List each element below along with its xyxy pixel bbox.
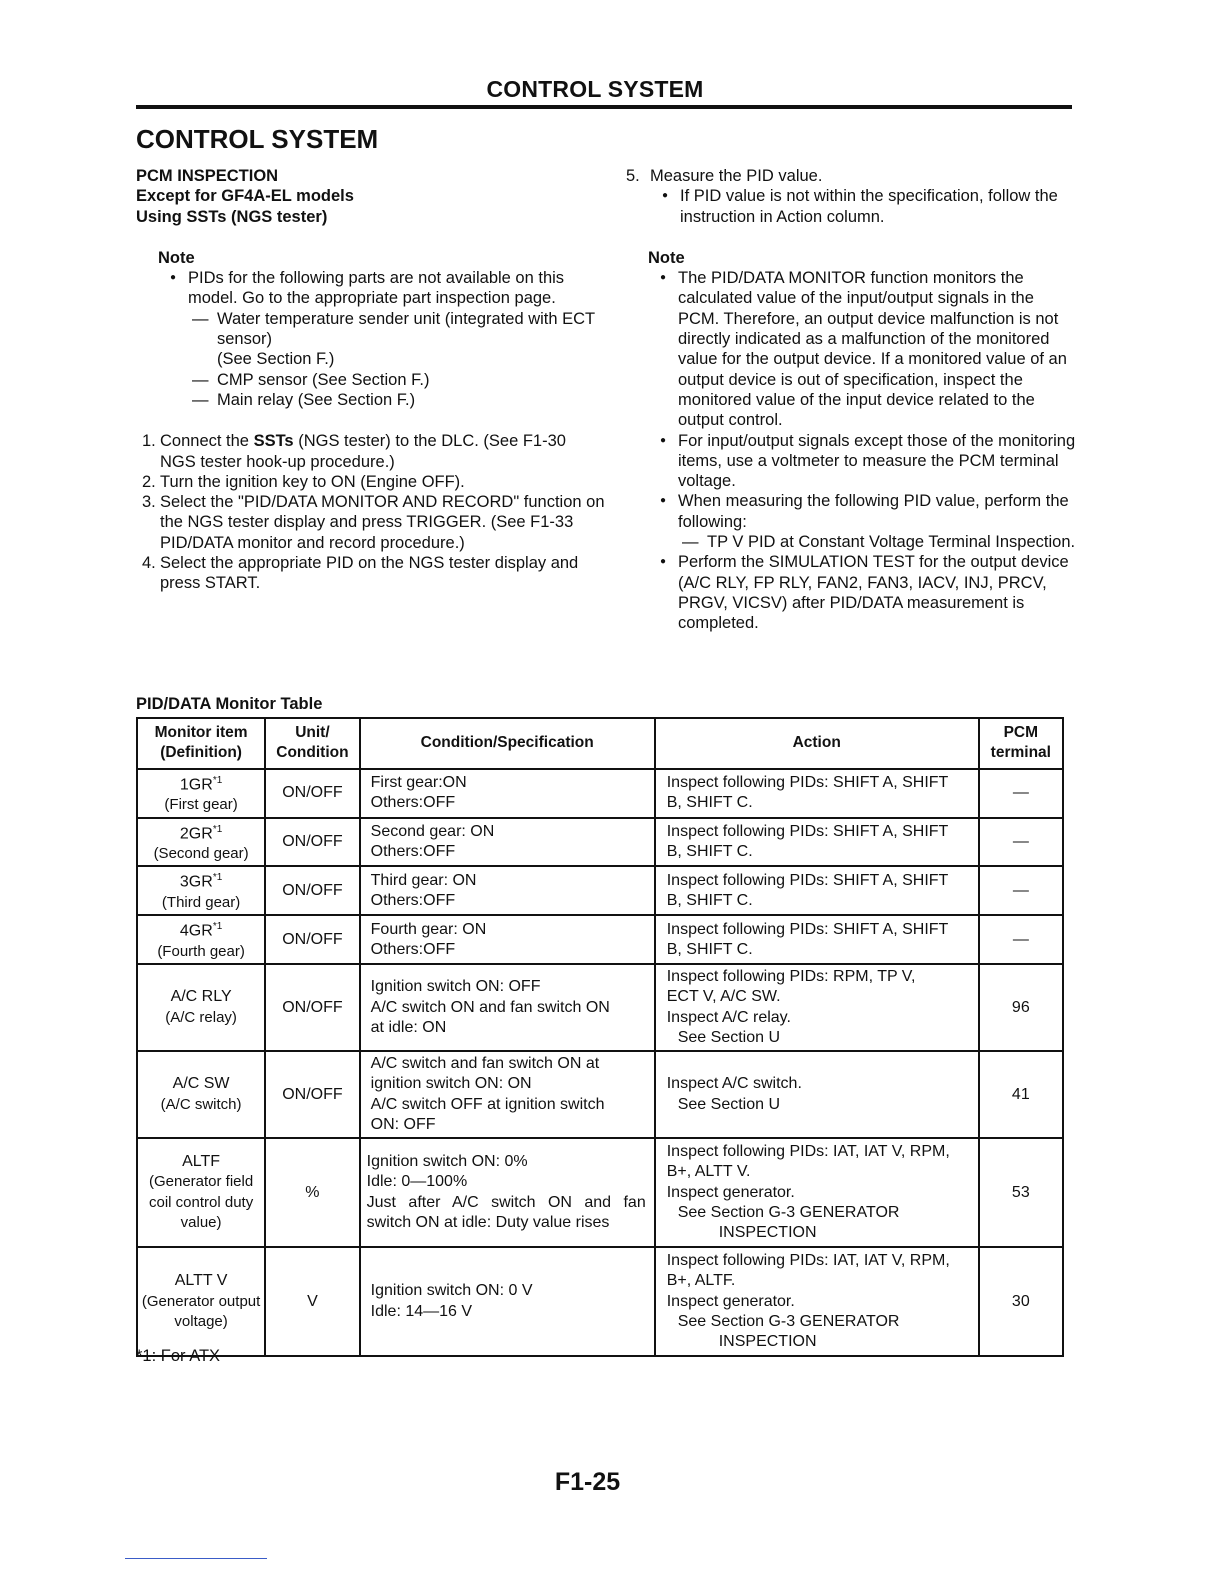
action-line: B+, ALTF. xyxy=(666,1272,736,1290)
monitor-item-label: ALTF xyxy=(182,1153,221,1171)
action-see-reference: INSPECTION xyxy=(718,1333,817,1351)
cell-monitor-item xyxy=(137,1247,265,1356)
note-dash-item: — TP V PID at Constant Voltage Terminal Inspection. xyxy=(678,532,1076,552)
cell-unit: ON/OFF xyxy=(265,1051,359,1138)
table-row xyxy=(137,1247,1063,1356)
note-dash-item: — CMP sensor (See Section F.) xyxy=(188,370,606,390)
table-caption: PID/DATA Monitor Table xyxy=(136,695,323,713)
footnote: *1: For ATX xyxy=(136,1347,221,1365)
cell-unit: ON/OFF xyxy=(265,818,359,867)
note-bullet: ● When measuring the following PID value, perform the following: — TP V PID at Constant Voltage Terminal Inspection. xyxy=(648,491,1076,552)
monitor-item-definition: (Third gear) xyxy=(161,894,241,912)
action-line: B, SHIFT C. xyxy=(666,940,753,958)
step-5: 5. Measure the PID value. ● If PID value is not within the specification, follow the instruction in Action column. xyxy=(626,166,1076,227)
step-4: 4. Select the appropriate PID on the NGS tester display and press START. xyxy=(142,554,579,593)
header-rule xyxy=(136,105,1072,109)
right-column xyxy=(626,166,1076,634)
cell-action xyxy=(655,915,979,964)
page-header-title: CONTROL SYSTEM xyxy=(486,76,704,102)
condition-line: Others:OFF xyxy=(370,794,456,812)
header-pcm-terminal: PCM terminal xyxy=(979,718,1063,769)
procedure-steps xyxy=(136,431,606,593)
monitor-item-name xyxy=(139,1271,263,1291)
monitor-item-definition: (A/C relay) xyxy=(165,1008,237,1026)
right-note-bullets xyxy=(648,268,1076,633)
cell-unit: ON/OFF xyxy=(265,915,359,964)
cell-monitor-item xyxy=(137,818,265,867)
monitor-item-name xyxy=(139,1152,263,1172)
monitor-item-name xyxy=(139,1074,263,1094)
cell-action xyxy=(655,1138,979,1247)
monitor-item-name xyxy=(139,868,263,893)
cell-condition xyxy=(360,866,655,915)
cell-pcm-terminal: — xyxy=(979,818,1063,867)
cell-unit: ON/OFF xyxy=(265,769,359,818)
table-body xyxy=(137,769,1063,1357)
monitor-item-label: ALTT V xyxy=(174,1272,228,1290)
monitor-item-definition: (Generator field coil control duty value) xyxy=(148,1173,254,1232)
action-line: Inspect generator. xyxy=(666,1292,795,1310)
cell-action xyxy=(655,1051,979,1138)
action-line: Inspect generator. xyxy=(666,1183,795,1201)
left-column xyxy=(136,166,606,594)
condition-line: at idle: ON xyxy=(370,1018,447,1036)
pid-monitor-table xyxy=(136,717,1064,1357)
cell-condition xyxy=(360,915,655,964)
cell-pcm-terminal: — xyxy=(979,769,1063,818)
cell-monitor-item xyxy=(137,915,265,964)
table-row xyxy=(137,866,1063,915)
condition-line: Third gear: ON xyxy=(370,871,477,889)
action-line: Inspect following PIDs: SHIFT A, SHIFT xyxy=(666,871,949,889)
monitor-item-label: A/C SW xyxy=(172,1075,230,1093)
action-line: Inspect following PIDs: RPM, TP V, xyxy=(666,968,916,986)
step-5-bullets xyxy=(650,186,1076,227)
cell-pcm-terminal: — xyxy=(979,866,1063,915)
note-label: Note xyxy=(158,248,195,267)
action-line: B, SHIFT C. xyxy=(666,842,753,860)
header-condition-spec: Condition/Specification xyxy=(360,718,655,769)
action-line: B+, ALTT V. xyxy=(666,1163,751,1181)
cell-condition xyxy=(360,964,655,1051)
left-note-block xyxy=(136,248,606,410)
action-line: Inspect A/C switch. xyxy=(666,1075,802,1093)
cell-monitor-item xyxy=(137,1138,265,1247)
condition-line: Second gear: ON xyxy=(370,822,495,840)
cell-pcm-terminal: 53 xyxy=(979,1138,1063,1247)
table-header-row xyxy=(137,718,1063,769)
cell-unit: ON/OFF xyxy=(265,964,359,1051)
monitor-item-name xyxy=(139,820,263,845)
heading-using-ssts: Using SSTs (NGS tester) xyxy=(136,207,328,226)
cell-action xyxy=(655,818,979,867)
cell-monitor-item xyxy=(137,964,265,1051)
section-title: CONTROL SYSTEM xyxy=(136,124,379,154)
monitor-item-definition: (First gear) xyxy=(164,796,238,814)
action-line: ECT V, A/C SW. xyxy=(666,988,781,1006)
step-5-bullet: ● If PID value is not within the specification, follow the instruction in Action column. xyxy=(650,186,1076,227)
monitor-item-label: A/C RLY xyxy=(170,988,232,1006)
note-dash-item: — Water temperature sender unit (integrated with ECT sensor) (See Section F.) xyxy=(188,309,606,370)
monitor-item-label: 1GR xyxy=(179,775,213,793)
cell-condition xyxy=(360,1138,655,1247)
monitor-item-label: 2GR xyxy=(179,824,213,842)
cell-monitor-item xyxy=(137,1051,265,1138)
heading-pcm-inspection: PCM INSPECTION xyxy=(136,167,279,185)
monitor-item-name xyxy=(139,987,263,1007)
condition-line: Idle: 14—16 V xyxy=(370,1302,473,1320)
table-row xyxy=(137,915,1063,964)
note-bullet: ● For input/output signals except those of the monitoring items, use a voltmeter to measure the PCM terminal voltage. xyxy=(648,431,1076,492)
monitor-item-name xyxy=(139,917,263,942)
step-3: 3. Select the "PID/DATA MONITOR AND RECORD" function on the NGS tester display and press TRIGGER. (See F1-33 PID/DATA monitor and record procedure.) xyxy=(142,493,605,552)
monitor-item-label: 3GR xyxy=(179,873,213,891)
step-2: 2. Turn the ignition key to ON (Engine OFF). xyxy=(142,472,465,491)
condition-line: ON: OFF xyxy=(370,1116,436,1134)
header-action: Action xyxy=(655,718,979,769)
cell-unit: % xyxy=(265,1138,359,1247)
monitor-item-definition: (A/C switch) xyxy=(160,1095,242,1113)
monitor-item-definition: (Fourth gear) xyxy=(157,942,245,960)
action-line: B, SHIFT C. xyxy=(666,794,753,812)
footnote-marker: *1 xyxy=(212,823,223,835)
note-bullet-list xyxy=(158,268,606,410)
action-see-reference: INSPECTION xyxy=(718,1224,817,1242)
cell-condition xyxy=(360,769,655,818)
condition-line: Ignition switch ON: 0% xyxy=(366,1153,528,1171)
action-line: B, SHIFT C. xyxy=(666,891,753,909)
action-line: Inspect A/C relay. xyxy=(666,1008,791,1026)
footnote-marker: *1 xyxy=(212,921,223,933)
table-row xyxy=(137,769,1063,818)
cell-pcm-terminal: 30 xyxy=(979,1247,1063,1356)
condition-line: Ignition switch ON: OFF xyxy=(370,978,541,996)
condition-line: Others:OFF xyxy=(370,842,456,860)
table-row xyxy=(137,1051,1063,1138)
bottom-link-line xyxy=(125,1558,267,1559)
condition-line: Fourth gear: ON xyxy=(370,920,487,938)
procedure-step-5 xyxy=(626,166,1076,227)
cell-monitor-item xyxy=(137,769,265,818)
heading-except-models: Except for GF4A-EL models xyxy=(136,187,354,206)
cell-condition xyxy=(360,818,655,867)
header-monitor-item: Monitor item (Definition) xyxy=(137,718,265,769)
right-note-block xyxy=(626,248,1076,634)
action-line: Inspect following PIDs: SHIFT A, SHIFT xyxy=(666,773,949,791)
condition-line: A/C switch and fan switch ON at xyxy=(370,1055,600,1073)
monitor-item-definition: (Second gear) xyxy=(153,845,249,863)
cell-condition xyxy=(360,1247,655,1356)
cell-pcm-terminal: 96 xyxy=(979,964,1063,1051)
monitor-item-label: 4GR xyxy=(179,922,213,940)
cell-pcm-terminal: 41 xyxy=(979,1051,1063,1138)
note-bullet: ● Perform the SIMULATION TEST for the output device (A/C RLY, FP RLY, FAN2, FAN3, IACV, INJ, PRCV, PRGV, VICSV) after PID/DATA measurement is completed. xyxy=(648,552,1076,633)
cell-unit: V xyxy=(265,1247,359,1356)
cell-unit: ON/OFF xyxy=(265,866,359,915)
note-dash-item: — Main relay (See Section F.) xyxy=(188,390,606,410)
cell-action xyxy=(655,769,979,818)
page-number: F1-25 xyxy=(554,1468,621,1496)
cell-monitor-item xyxy=(137,866,265,915)
action-line: Inspect following PIDs: IAT, IAT V, RPM, xyxy=(666,1252,950,1270)
cell-action xyxy=(655,1247,979,1356)
step-1: 1. Connect the SSTs (NGS tester) to the DLC. (See F1-30 NGS tester hook-up procedure.) xyxy=(142,432,566,471)
cell-action xyxy=(655,964,979,1051)
action-see-reference: See Section U xyxy=(677,1029,781,1047)
table-row xyxy=(137,818,1063,867)
cell-action xyxy=(655,866,979,915)
note-bullet: ● PIDs for the following parts are not available on this model. Go to the appropriate part inspection page. — Water temperature sender unit (integrated with ECT sensor) (See Section F.) — CMP sensor (See Section F.) — Main relay (See Section F.) xyxy=(158,268,606,410)
table-row xyxy=(137,1138,1063,1247)
action-see-reference: See Section G-3 GENERATOR xyxy=(677,1203,900,1221)
note-bullet: ● The PID/DATA MONITOR function monitors the calculated value of the input/output signals in the PCM. Therefore, an output device malfunction is not directly indicated as a malfunction of the monitored value for the output device. If a monitored value of an output device is out of specification, inspect the monitored value of the input device related to the output control. xyxy=(648,268,1076,430)
action-see-reference: See Section G-3 GENERATOR xyxy=(677,1312,900,1330)
action-line: Inspect following PIDs: IAT, IAT V, RPM, xyxy=(666,1143,950,1161)
condition-line: A/C switch OFF at ignition switch xyxy=(370,1095,605,1113)
condition-line: First gear:ON xyxy=(370,773,467,791)
condition-line: Others:OFF xyxy=(370,891,456,909)
note-dash-list xyxy=(678,532,1076,552)
action-see-reference: See Section U xyxy=(677,1095,781,1113)
condition-line: A/C switch ON and fan switch ON xyxy=(370,998,610,1016)
action-line: Inspect following PIDs: SHIFT A, SHIFT xyxy=(666,822,949,840)
note-label: Note xyxy=(648,248,685,267)
condition-line: Just after A/C switch ON and fan switch ON at idle: Duty value rises xyxy=(366,1193,646,1232)
cell-pcm-terminal: — xyxy=(979,915,1063,964)
footnote-marker: *1 xyxy=(212,774,223,786)
header-unit-condition: Unit/ Condition xyxy=(265,718,359,769)
condition-line: Ignition switch ON: 0 V xyxy=(370,1282,533,1300)
monitor-item-name xyxy=(139,771,263,796)
note-dash-list xyxy=(188,309,606,410)
condition-line: ignition switch ON: ON xyxy=(370,1075,532,1093)
monitor-item-definition: (Generator output voltage) xyxy=(141,1292,261,1330)
condition-line: Others:OFF xyxy=(370,940,456,958)
condition-line: Idle: 0—100% xyxy=(366,1173,468,1191)
action-line: Inspect following PIDs: SHIFT A, SHIFT xyxy=(666,920,949,938)
cell-condition xyxy=(360,1051,655,1138)
footnote-marker: *1 xyxy=(212,872,223,884)
table-row xyxy=(137,964,1063,1051)
